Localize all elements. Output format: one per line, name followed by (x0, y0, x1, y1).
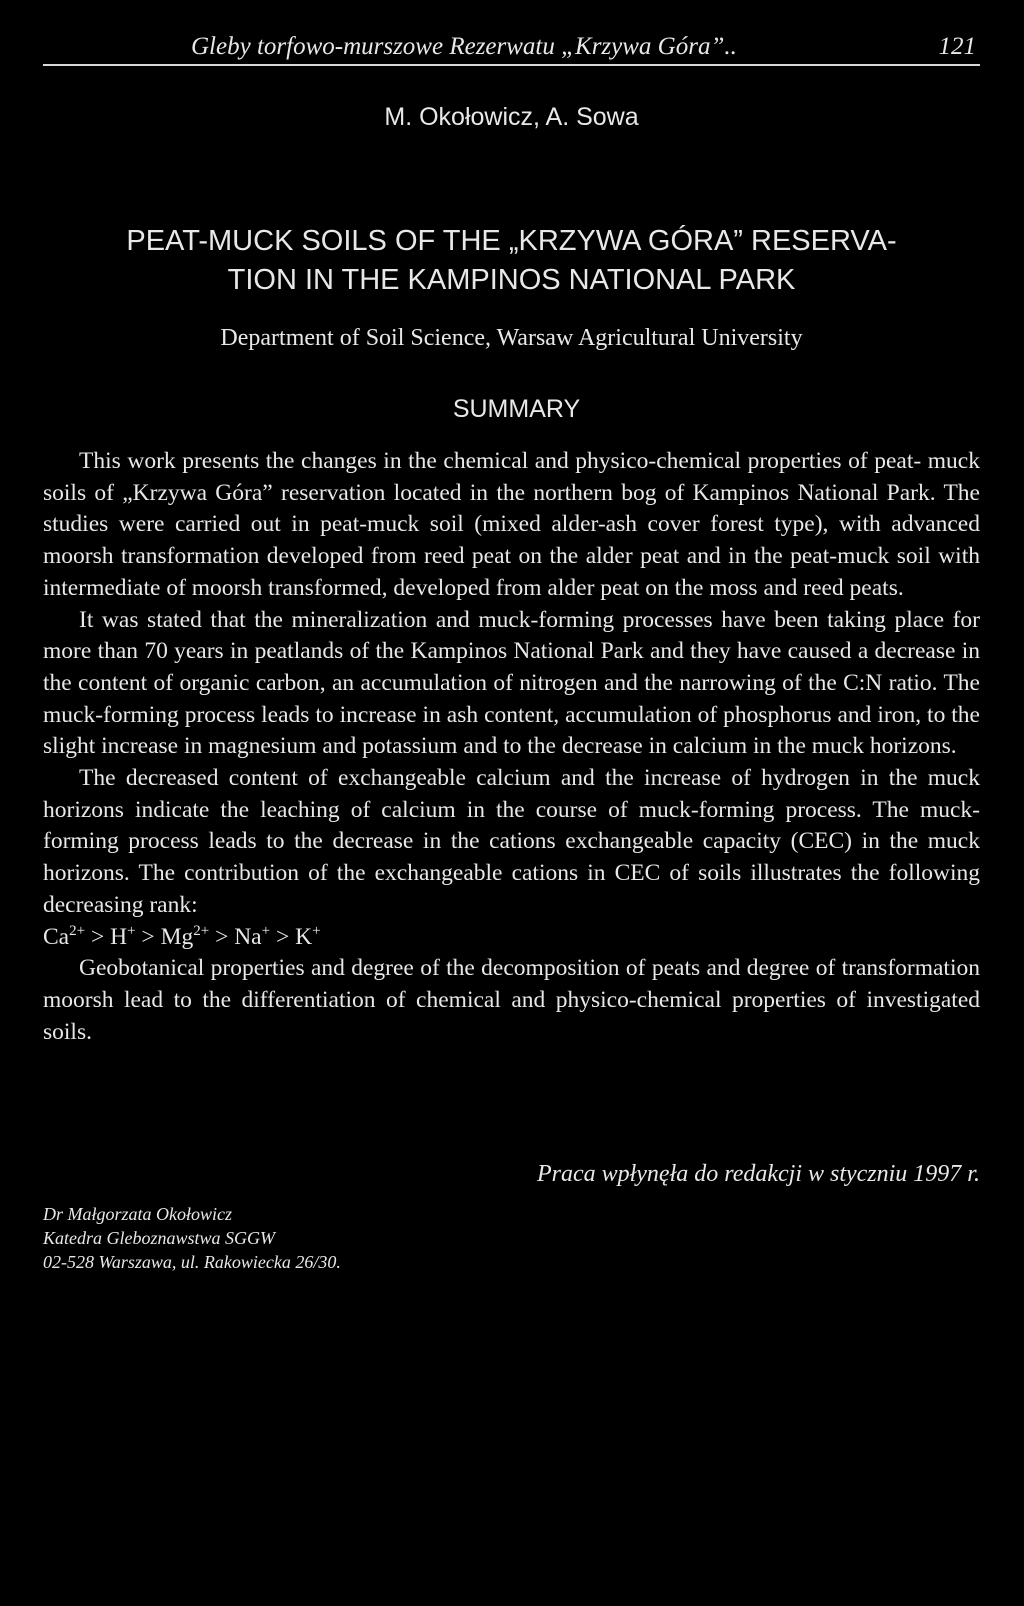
cation-ca-charge: 2+ (69, 922, 86, 939)
summary-body (43, 446, 980, 1048)
article-title-line-1: PEAT-MUCK SOILS OF THE „KRZYWA GÓRA” RESERVA- (126, 225, 897, 257)
address-name: Dr Małgorzata Okołowicz (43, 1204, 232, 1224)
cation-ca: Ca (43, 923, 70, 950)
cation-mg: Mg (160, 923, 194, 950)
rank-separator: > (135, 923, 161, 950)
cation-na: Na (234, 923, 262, 950)
page-number: 121 (938, 33, 976, 60)
summary-paragraph-1: This work presents the changes in the chemical and physico-chemical properties of peat- muck soils of „Krzywa Góra” reservation located in the northern bog of Kampinos National Park. The studies were carried out in peat-muck soil (mixed alder-ash cover forest type), with advanced moorsh transformation developed from reed peat on the alder peat and in the peat-muck soil with intermediate of moorsh transformed, developed from alder peat on the moss and reed peats. (43, 448, 980, 601)
rank-separator: > (209, 923, 235, 950)
article-title (43, 222, 980, 300)
article-title-line-2: TION IN THE KAMPINOS NATIONAL PARK (227, 264, 796, 296)
cation-mg-charge: 2+ (193, 922, 210, 939)
author-address (43, 1202, 341, 1274)
cation-k-charge: + (312, 922, 321, 939)
address-department: Katedra Gleboznawstwa SGGW (43, 1228, 276, 1248)
authors: M. Okołowicz, A. Sowa (384, 103, 639, 131)
summary-paragraph-2: It was stated that the mineralization and muck-forming processes have been taking place for more than 70 years in peatlands of the Kampinos National Park and they have caused a decrease in the content of organic carbon, an accumulation of nitrogen and the narrowing of the C:N ratio. The muck-forming process leads to increase in ash content, accumulation of phosphorus and iron, to the slight increase in magnesium and potassium and to the decrease in calcium in the muck horizons. (43, 606, 980, 760)
cation-h: H (110, 923, 128, 950)
received-note: Praca wpłynęła do redakcji w styczniu 1997 r. (536, 1161, 980, 1187)
cation-na-charge: + (261, 922, 271, 939)
running-head (43, 30, 980, 66)
summary-paragraph-3: The decreased content of exchangeable calcium and the increase of hydrogen in the muck horizons indicate the leaching of calcium in the course of muck-forming process. The muck-forming process leads to the decrease in the cations exchangeable capacity (CEC) in the muck horizons. The contribution of the exchangeable cations in CEC of soils illustrates the following decreasing rank: (43, 765, 980, 918)
rank-separator: > (85, 923, 111, 950)
running-title: Gleby torfowo-murszowe Rezerwatu „Krzywa Góra”.. (191, 33, 737, 60)
address-street: 02-528 Warszawa, ul. Rakowiecka 26/30. (43, 1252, 341, 1272)
cation-rank (43, 922, 980, 954)
summary-paragraph-4: Geobotanical properties and degree of the decomposition of peats and degree of transformation moorsh lead to the differentiation of chemical and physico-chemical properties of investigated soils. (43, 955, 980, 1045)
cation-k: K (295, 923, 313, 950)
rank-separator: > (270, 923, 296, 950)
summary-heading: SUMMARY (452, 395, 581, 423)
cation-h-charge: + (127, 922, 136, 939)
affiliation: Department of Soil Science, Warsaw Agricultural University (220, 325, 803, 351)
